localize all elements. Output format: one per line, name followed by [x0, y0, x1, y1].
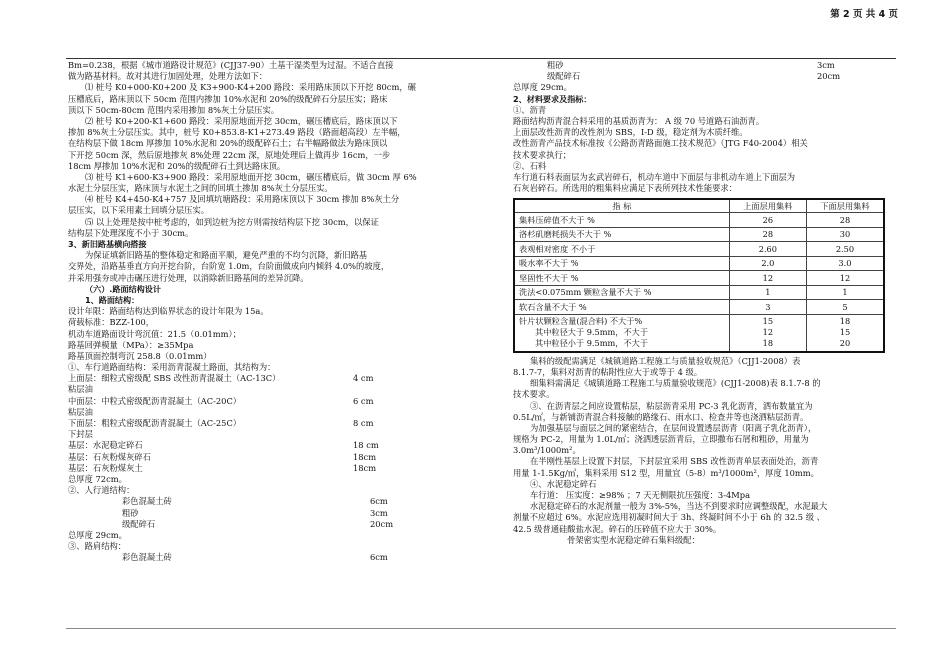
spec-value: 20cm: [370, 518, 394, 529]
page-number-header: 第 2 页 共 4 页: [830, 9, 898, 20]
spec-value: 18cm: [353, 451, 377, 462]
table-cell: 3.0: [806, 256, 884, 271]
text-line: ⑶ 桩号 K1+600-K3+900 路段：采用原地面开挖 30cm，碾压槽底后，做 30cm 厚 6%: [85, 171, 417, 182]
spec-value: 18cm: [353, 462, 377, 473]
spec-row: [68, 373, 468, 384]
table-row: [514, 227, 884, 242]
table-cell: 5: [806, 300, 884, 315]
text-line: 18cm 厚掺加 10%水泥和 20%的级配碎石土到达路床顶。: [68, 160, 286, 171]
text-line: 并采用强夯或冲击碾压进行处理，以消除新旧路基间的差异沉降。: [68, 272, 309, 283]
text-line: 技术要求。: [513, 389, 555, 400]
table-cell: 吸水率不大于 %: [514, 256, 729, 271]
table-cell: 2.0: [729, 256, 806, 271]
table-cell: 15 12 18: [729, 314, 806, 352]
table-cell: 1: [806, 285, 884, 300]
table-cell: 集料压碎值不大于 %: [514, 213, 729, 228]
spec-row: [68, 552, 468, 563]
text-line: 结构层下处理深度不小于 30cm。: [68, 227, 194, 238]
spec-row: [68, 440, 468, 451]
right-text-column: [513, 60, 893, 546]
footer-rule: [66, 628, 896, 629]
spec-row: [68, 496, 468, 507]
text-line: 层压实，以下采用素土回填分层压实。: [68, 205, 210, 216]
spec-value: 18 cm: [353, 440, 379, 451]
text-line: 总厚度 72cm。: [68, 473, 127, 484]
text-line: 交界处，沿路基垂直方向开挖台阶，台阶宽 1.0m，台阶面做成向内倾斜 4.0%的坡度，: [68, 261, 390, 272]
table-cell: 2.50: [806, 242, 884, 257]
text-line: 用量 1-1.5Kg/㎡，集料采用 S12 型，用量宜（5-8）m³/1000m²，厚度 10mm。: [513, 467, 819, 478]
table-cell: 3: [729, 300, 806, 315]
table-cell: 28: [729, 227, 806, 242]
section-heading: 2、材料要求及指标：: [513, 93, 592, 104]
text-line: 水泥稳定碎石的水泥剂量一般为 3%-5%，当达不到要求时应调整级配，水泥最大: [530, 501, 828, 512]
spec-value: 8 cm: [353, 418, 374, 428]
table-cell: 28: [806, 213, 884, 228]
spec-row: [68, 463, 468, 474]
table-header-row: [514, 199, 884, 213]
table-cell: 1: [729, 285, 806, 300]
table-header-cell: 指 标: [514, 199, 729, 213]
spec-value: 3cm: [370, 507, 388, 518]
spec-value: 4 cm: [353, 373, 374, 384]
text-line: 路基回弹模量（MPa）：≥35Mpa: [68, 339, 194, 350]
text-line: 设计年限：路面结构达到临界状态的设计年限为 15a。: [68, 306, 269, 317]
spec-label: 下面层：粗粒式密级配沥青混凝土（AC-25C）: [68, 418, 242, 428]
text-line: 0.5L/㎡，与新铺沥青混合料接触的路缘石、雨水口、检查井等也浇洒粘层沥青。: [513, 411, 809, 422]
text-line: 压槽底后，路床顶以下 50cm 范围内掺加 10%水泥和 20%的级配碎石分层压实；路床: [68, 93, 388, 104]
text-line: ①、沥青: [513, 104, 547, 115]
text-line: ②、人行道结构：: [68, 485, 135, 496]
text-line: 上面层改性沥青的改性剂为 SBS，Ⅰ-D 级，稳定剂为木质纤维。: [513, 127, 748, 138]
text-line: 为加强基层与面层之间的紧密结合，在层间设置透层沥青（阳离子乳化沥青），: [530, 422, 817, 433]
text-line: 水泥土分层压实，路床顶与水泥土之间的回填土掺加 8%灰土分层压实。: [68, 183, 333, 194]
spec-row: [68, 396, 468, 407]
table-cell: 18 15 20: [806, 314, 884, 352]
spec-label: 上面层：细粒式密级配 SBS 改性沥青混凝土（AC-13C）: [68, 373, 281, 384]
text-line: 石灰岩碎石。所选用的粗集料应满足下表所列技术性能要求：: [513, 183, 738, 194]
table-cell: 针片状颗粒含量(混合料) 不大于% 其中粒径大于 9.5mm，不大于 其中粒径小于 9.5mm，不大于: [514, 314, 729, 352]
table-cell: 2.60: [729, 242, 806, 257]
text-line: 机动车道路面设计弯沉值：21.5（0.01mm）；: [68, 328, 241, 339]
text-line: 剂量不应超过 6%。水泥应选用初凝时间大于 3h、终凝时间不小于 6h 的 32.5 级 、: [513, 512, 825, 523]
text-line: ⑵ 桩号 K0+200-K1+600 路段：采用原地面开挖 30cm，碾压槽底后，路床顶以下: [85, 115, 398, 126]
spec-label: 基层：石灰粉煤灰土: [68, 462, 143, 473]
text-line: 车行道： 压实度：≥98% ；7 天无侧限抗压强度：3-4Mpa: [530, 490, 751, 500]
text-line: Bm=0.238，根据《城市道路设计规范》(CJJ37-90）土基干湿类型为过湿。不适合直接: [68, 60, 394, 70]
table-cell: 30: [806, 227, 884, 242]
text-line: 顶以下 50cm-80cm 范围内采用掺加 8%灰土分层压实。: [68, 104, 280, 115]
table-cell: 洛杉矶磨耗损失不大于 %: [514, 227, 729, 242]
left-text-column: [68, 60, 468, 563]
text-line: 42.5 级普通硅酸盐水泥。碎石的压碎值不应大于 30%。: [513, 523, 722, 534]
spec-row: [68, 519, 468, 530]
spec-label: 彩色混凝土砖: [122, 496, 172, 507]
text-line: 8.1.7-7，集料对沥青的粘附性应大于或等于 4 级。: [513, 366, 703, 377]
text-line: ⑸ 以上处理是按中桩考虑的，如到边桩为挖方则需按结构层下挖 30cm，以保证: [85, 216, 379, 227]
table-row: [514, 285, 884, 300]
table-row: [514, 242, 884, 257]
text-line: 粘层油: [68, 384, 93, 395]
spec-row: [513, 71, 893, 82]
spec-row: [513, 60, 893, 71]
text-line: 做为路基材料。故对其进行加固处理，处理方法如下：: [68, 71, 268, 82]
section-heading: （六）.路面结构设计: [85, 283, 161, 294]
text-line: ③、路肩结构：: [68, 541, 127, 552]
spec-value: 20cm: [817, 71, 841, 82]
table-cell: 26: [729, 213, 806, 228]
spec-row: [68, 452, 468, 463]
text-line: 在结构层下做 18cm 厚掺加 10%水泥和 20%的级配碎石土；右半幅路做法为路床顶以: [68, 138, 388, 149]
spec-label: 彩色混凝土砖: [122, 552, 172, 563]
table-cell: 洗法<0.075mm 颗粒含量不大于 %: [514, 285, 729, 300]
text-line: 掺加 8%灰土分层压实。其中，桩号 K0+853.8-K1+273.49 路段（路面超高段）左半幅，: [68, 127, 406, 138]
table-cell: 软石含量不大于 %: [514, 300, 729, 315]
text-line: 荷载标准：BZZ-100，: [68, 317, 155, 328]
text-line: ②、石料: [513, 160, 547, 171]
text-line: 下开挖 50cm 深，然后原地掺灰 8%处理 22cm 深，原地处理后上做再步 16cm，一步: [68, 149, 391, 160]
text-line: ⑴ 桩号 K0+000-K0+200 及 K3+900-K4+200 路段：采用路床顶以下开挖 80cm，碾: [85, 82, 416, 93]
table-row: [514, 300, 884, 315]
text-line: 3.0m³/1000m²。: [513, 445, 581, 456]
spec-row: [68, 418, 468, 429]
text-line: 总厚度 29cm。: [68, 529, 127, 540]
spec-label: 粗砂: [547, 60, 564, 70]
aggregate-spec-table: [513, 198, 885, 353]
header-rule: [66, 58, 896, 59]
table-row: [514, 213, 884, 228]
spec-label: 级配碎石: [122, 518, 156, 529]
section-heading: 3、新旧路基横向搭接: [68, 239, 147, 249]
text-line: 路基顶面控制弯沉 258.8（0.01mm）: [68, 350, 212, 361]
text-line: ③、在沥青层之间应设置粘层，粘层沥青采用 PC-3 乳化沥青，洒布数量宜为: [530, 400, 813, 411]
table-header-cell: 下面层用集料: [806, 199, 884, 213]
spec-value: 6cm: [370, 496, 388, 507]
text-line: 集料的级配需满足《城镇道路工程施工与质量验收规范》（CJJ1-2008）表: [530, 355, 801, 366]
table-header-cell: 上面层用集料: [729, 199, 806, 213]
text-line: ①、车行道路面结构：采用沥青混凝土路面，其结构为：: [68, 362, 276, 373]
spec-value: 3cm: [817, 60, 835, 70]
text-line: ④、水泥稳定碎石: [530, 478, 597, 489]
text-line: 下封层: [68, 429, 93, 440]
spec-label: 粗砂: [122, 507, 139, 518]
table-row: [514, 271, 884, 286]
spec-value: 6 cm: [353, 395, 374, 406]
table-row: [514, 314, 884, 352]
text-line: 粘层油: [68, 406, 93, 417]
text-line: 在半刚性基层上设置下封层，下封层宜采用 SBS 改性沥青单层表面处治，沥青: [530, 456, 819, 467]
text-line: 为保证填新旧路基的整体稳定和路面平顺，避免严重的不均匀沉降，新旧路基: [85, 250, 368, 261]
text-line: 总厚度 29cm。: [513, 82, 572, 93]
text-line: 技术要求执行；: [513, 149, 572, 160]
table-cell: 坚固性不大于 %: [514, 271, 729, 286]
text-line: 改性沥青产品技术标准按《公路沥青路面施工技术规范》（JTG F40-2004）相关: [513, 138, 808, 149]
table-row: [514, 256, 884, 271]
text-line: 细集料需满足《城镇道路工程施工与质量验收规范》(CJJ1-2008)表 8.1.7-8 的: [530, 378, 821, 389]
table-cell: 12: [729, 271, 806, 286]
text-line: 路面结构沥青混合料采用的基质沥青为： A 级 70 号道路石油沥青。: [513, 115, 765, 126]
spec-label: 基层：石灰粉煤灰碎石: [68, 451, 151, 462]
spec-value: 6cm: [370, 552, 388, 563]
table-cell: 12: [806, 271, 884, 286]
text-line: 骨架密实型水泥稳定碎石集料级配：: [567, 534, 700, 545]
text-line: 规格为 PC-2，用量为 1.0L/㎡；浇洒透层沥青后，立即撒布石屑和粗砂，用量为: [513, 434, 809, 445]
spec-label: 基层：水泥稳定碎石: [68, 440, 143, 451]
section-heading: 1、路面结构：: [85, 294, 140, 305]
spec-label: 中面层：中粒式密级配沥青混凝土（AC-20C）: [68, 395, 242, 406]
text-line: ⑷ 桩号 K4+450-K4+757 及回填坑塘路段：采用路床顶以下 30cm 掺加 8%灰土分: [85, 194, 400, 205]
spec-label: 级配碎石: [547, 71, 581, 82]
spec-row: [68, 508, 468, 519]
table-cell: 表观相对密度 不小于: [514, 242, 729, 257]
text-line: 车行道石料表面层为玄武岩碎石，机动车道中下面层与非机动车道上下面层为: [513, 171, 796, 182]
